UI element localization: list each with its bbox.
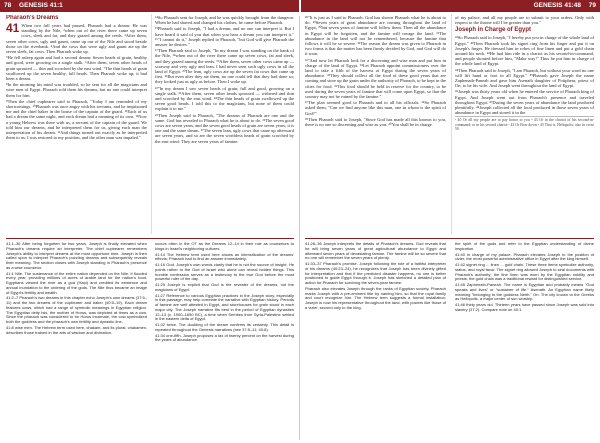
right-text-column-1 bbox=[305, 15, 446, 235]
chapter-number: 41 bbox=[6, 21, 20, 35]
page-number-right: 79 bbox=[588, 2, 596, 9]
study-notes-left-2 bbox=[155, 242, 294, 440]
scripture-paragraph: ⁸In the morning his mind was troubled, so he sent for all the magicians and wise men of Egypt. Pharaoh told them his dreams, but no one could interpret them for him. bbox=[6, 82, 147, 98]
scripture-paragraph: ¹⁴So Pharaoh sent for Joseph, and he was quickly brought from the dungeon. When he had shaved and changed his clothes, he came before Pharaoh. bbox=[155, 15, 294, 26]
right-text-column-2 bbox=[455, 15, 594, 235]
running-head-left: GENESIS 41:1 bbox=[19, 2, 63, 9]
column-gutter-left bbox=[151, 14, 152, 234]
study-notes-left-1 bbox=[6, 242, 147, 440]
study-note: 41:2–7 Pharaoh's two dreams in this chapter echo Joseph's own dreams (37:5–11) and the two dreams of the cupbearer and baker (40:5–19). Each dream features cows, which had a range of symbolic meanings in Egyptian religion. The Egyptian deity Isis, the mother of Horus, was depicted at times as a cow. Since the pharaoh was considered to be Horus incarnate, the cow symbolized both the goddess and the pharaoh's own fertility and dynastic line. bbox=[6, 295, 147, 324]
notes-divider-right bbox=[305, 238, 594, 239]
study-note: 41:16 God. Joseph's own words clarify that he is not the source of insight. He points rather to the God of Israel who alone can reveal hidden things. This humble confession serves as a testimony to the true God before the most powerful ruler of the day. bbox=[155, 262, 294, 282]
scripture-paragraph: ¹⁷Then Pharaoh said to Joseph, "In my dream I was standing on the bank of the Nile, ¹⁸when out of the river there came up seven cows, fat and sleek, and they grazed among the reeds. ¹⁹After them, seven other cows came up — scrawny and very ugly and lean. I had never seen such ugly cows in all the land of Egypt. ²⁰The lean, ugly cows ate up the seven fat cows that came up first. ²¹But even after they ate them, no one could tell that they had done so; they looked just as ugly as before. Then I woke up. bbox=[155, 48, 294, 85]
study-note: 41:28–36 Joseph interprets the details of Pharaoh's dreams. God reveals that he will bring seven years of great agricultural abundance to Egypt and afterward seven years of devastating famine. The famine will be so severe that no one will remember the seven years of plenty. bbox=[305, 242, 446, 261]
study-note: 41:40 in charge of my palace. Pharaoh elevates Joseph to the position of vizier, the most powerful administrative office in Egypt after the king himself. bbox=[455, 251, 594, 262]
study-note: 41:1 Nile. The sustenance of the entire nation depended on the Nile. It flooded every year, providing millions of acres of arable land for the nation's food. Egyptians viewed the river as a god (Hapi) and credited its existence and annual inundation to the ordering of the gods. The Nile thus became an image of Egypt's fertility and wealth. bbox=[6, 270, 147, 295]
study-note: 41:8 wise men. The Hebrew term used here, chakam, and its plural, chakamim, describes those trained in the arts of wisdom and divination. bbox=[6, 324, 147, 335]
scripture-paragraph: ⁴¹So Pharaoh said to Joseph, "I hereby put you in charge of the whole land of Egypt." ⁴²Then Pharaoh took his signet ring from his finger and put it on Joseph's finger. He dressed him in robes of fine linen and put a gold chain around his neck. ⁴³He had him ride in a chariot as his second-in-command, and people shouted before him, "Make way!" Thus he put him in charge of the whole land of Egypt. bbox=[455, 35, 594, 67]
study-note: 41:27 Reference to various Egyptian practices in the Joseph story, especially in this passage, may help correlate the narrative with Egyptian history. Periods of famine are well attested in Egypt, and storehouses for grain stood in each major city. The Joseph narrative fits best in the period of Egyptian dynasties 12–13 (c. 1900–1650 BC), a time when Semites from Syria-Palestine settled in the eastern delta of Egypt. bbox=[155, 292, 294, 322]
study-note: 41:42 signet ring ... linen ... gold chain. These three items symbolize authority, status, and royal favor. The signet ring allowed Joseph to seal documents with Pharaoh's authority; the fine linen was worn by the Egyptian nobility and priests; the gold chain was a traditional reward for distinguished service. bbox=[455, 262, 594, 282]
scripture-paragraph: of my palace, and all my people are to submit to your orders. Only with respect to the throne will I be greater than you." bbox=[455, 15, 594, 26]
scripture-paragraph: ³⁹Then Pharaoh said to Joseph, "Since God has made all this known to you, there is no one so discerning and wise as you. ⁴⁰You shall be in charge bbox=[305, 116, 446, 128]
study-note: 41:32 twice. The doubling of the dream confirms its certainty. This detail is repeated throughout the Genesis narratives (see 37:5–11; 40:8). bbox=[155, 322, 294, 332]
study-note: 41:33–37 Pharaoh's promise. Joseph following the role of a faithful interpreter of his dreams (40:23–24), he recognizes that Joseph has been divinely gifted for interpretation and that if the predicted disaster happens, no one is better positioned to guide Egypt through it. Joseph has sketched a detailed plan of action for Pharaoh for surviving the seven-year famine. bbox=[305, 261, 446, 285]
section-heading: Joseph in Charge of Egypt bbox=[455, 27, 532, 34]
scripture-paragraph: ²⁵Then Joseph said to Pharaoh, "The dreams of Pharaoh are one and the same. God has revealed to Pharaoh what he is about to do. ²⁶The seven good cows are seven years, and the seven good heads of grain are seven years; it is one and the same dream. ²⁷The seven lean, ugly cows that came up afterward are seven years, and so are the seven worthless heads of grain scorched by the east wind: They are seven years of famine. bbox=[155, 112, 294, 144]
running-head-right: GENESIS 41:48 bbox=[533, 2, 581, 9]
scripture-paragraph: ⁵He fell asleep again and had a second dream: Seven heads of grain, healthy and good, were growing on a single stalk. ⁶After them, seven other heads of grain sprouted — thin and scorched by the east wind. ⁷The thin heads of grain swallowed up the seven healthy, full heads. Then Pharaoh woke up; it had been a dream. bbox=[6, 55, 147, 82]
study-note: the spirit of the gods and refer to the Egyptian understanding of divine inspiration. bbox=[455, 242, 594, 251]
scripture-paragraph: ⁴⁶Joseph was thirty years old when he entered the service of Pharaoh king of Egypt. And Joseph went out from Pharaoh's presence and traveled throughout Egypt. ⁴⁷During the seven years of abundance the land produced plentifully. ⁴⁸Joseph collected all the food produced in those seven years of abundance in Egypt and stored it in the bbox=[455, 89, 594, 116]
scripture-paragraph: ²²"In my dream I saw seven heads of grain, full and good, growing on a single stalk. ²³After them, seven other heads sprouted — withered and thin and scorched by the east wind. ²⁴The thin heads of grain swallowed up the seven good heads. I told this to the magicians, but none of them could explain it to me." bbox=[155, 85, 294, 112]
running-header-left bbox=[0, 0, 299, 12]
scripture-paragraph: ²⁸"It is just as I said to Pharaoh: God has shown Pharaoh what he is about to do. ²⁹Seven years of great abundance are coming throughout the land of Egypt, ³⁰but seven years of famine will follow them. Then all the abundance in Egypt will be forgotten, and the famine will ravage the land. ³¹The abundance in the land will not be remembered, because the famine that follows it will be so severe. ³²The reason the dream was given to Pharaoh in two forms is that the matter has been firmly decided by God, and God will do it soon. bbox=[305, 15, 446, 57]
study-note: 41:25 Joseph is explicit that God is the revealer of the dreams, not the magicians of Egypt. bbox=[155, 282, 294, 292]
page-number-left: 78 bbox=[4, 2, 12, 9]
left-text-column-1 bbox=[6, 15, 147, 235]
column-gutter-right bbox=[451, 14, 452, 234]
scripture-paragraph: When two full years had passed, Pharaoh had a dream: He was standing by the Nile, ²when out of the river there came up seven cows, sleek and fat, and they grazed among the reeds. ³After them, seven other cows, ugly and gaunt, came up out of the Nile and stood beside those on the riverbank. ⁴And the cows that were ugly and gaunt ate up the seven sleek, fat cows. Then Pharaoh woke up. bbox=[6, 23, 147, 55]
study-note: 41:14 The Hebrew term used here shows an intensification of the dreams' effects; Pharaoh had to find an answer immediately. bbox=[155, 251, 294, 262]
scripture-paragraph: ¹⁵Pharaoh said to Joseph, "I had a dream, and no one can interpret it. But I have heard it said of you that when you hear a dream you can interpret it." ¹⁶"I cannot do it," Joseph replied to Pharaoh, "but God will give Pharaoh the answer he desires." bbox=[155, 26, 294, 48]
running-header-right bbox=[301, 0, 600, 12]
scripture-paragraph: ³⁷The plan seemed good to Pharaoh and to all his officials. ³⁸So Pharaoh asked them, "Can we find anyone like this man, one in whom is the spirit of God?" bbox=[305, 100, 446, 116]
section-heading: Pharaoh's Dreams bbox=[6, 15, 59, 21]
left-text-column-2 bbox=[155, 15, 294, 235]
study-notes-right-2 bbox=[455, 242, 594, 440]
study-note: Pharaoh also elevates Joseph through the ranks of Egyptian society. Pharaoh marks Joseph with a pre-eminent title by naming him, so that the royal family and court recognize him. The Hebrew term suggests a formal installation; Joseph is now his representative throughout the land, with powers like those of a vizier, second only to the king. bbox=[305, 285, 446, 310]
study-notes-right-1 bbox=[305, 242, 446, 440]
notes-divider-left bbox=[6, 238, 294, 239]
study-note: 41:45 Zaphenath-Paneah. The name is Egyptian and probably means "God speaks and lives" or "sustainer of life." Asenath. An Egyptian name likely meaning "belonging to the goddess Neith." On. The city known to the Greeks as Heliopolis, a major center of sun worship. bbox=[455, 282, 594, 302]
scripture-paragraph: ⁹Then the chief cupbearer said to Pharaoh, "Today I am reminded of my shortcomings. ¹⁰Pharaoh was once angry with his servants, and he imprisoned me and the chief baker in the house of the captain of the guard. ¹¹Each of us had a dream the same night, and each dream had a meaning of its own. ¹²Now a young Hebrew was there with us, a servant of the captain of the guard. We told him our dreams, and he interpreted them for us, giving each man the interpretation of his dream. ¹³And things turned out exactly as he interpreted them to us: I was restored to my position, and the other man was impaled." bbox=[6, 98, 147, 141]
study-note: occurs often in the OT as the Dreams 12–14 in their role as counselors to kings in Israel's neighboring cultures. bbox=[155, 242, 294, 251]
page-divider bbox=[299, 16, 300, 440]
translation-footnotes: ᵃ 40 Or all my people are to pay honor to you ᵇ 43 Or in the chariot of his second-in-command; or in his second chariot ᶜ 43 Or Bow down ᵈ 45 That is, Heliopolis; also in verse 50 bbox=[455, 118, 594, 132]
study-note: 41:1–36 After being forgotten for two years, Joseph is finally elevated when Pharaoh's dreams require an interpreter. The chief cupbearer remembers Joseph's ability to interpret dreams at the most opportune time. Joseph is then called upon to interpret Pharaoh's puzzling dreams and subsequently reveals their meaning. The section closes with Joseph standing in Pharaoh's presence as a wise counselor. bbox=[6, 242, 147, 270]
scripture-paragraph: ³³"And now let Pharaoh look for a discerning and wise man and put him in charge of the land of Egypt. ³⁴Let Pharaoh appoint commissioners over the land to take a fifth of the harvest of Egypt during the seven years of abundance. ³⁵They should collect all the food of these good years that are coming and store up the grain under the authority of Pharaoh, to be kept in the cities for food. ³⁶This food should be held in reserve for the country, to be used during the seven years of famine that will come upon Egypt, so that the country may not be ruined by the famine." bbox=[305, 57, 446, 100]
scripture-paragraph: ⁴⁴Then Pharaoh said to Joseph, "I am Pharaoh, but without your word no one will lift hand or foot in all Egypt." ⁴⁵Pharaoh gave Joseph the name Zaphenath-Paneah and gave him Asenath daughter of Potiphera, priest of On, to be his wife. And Joseph went throughout the land of Egypt. bbox=[455, 67, 594, 89]
study-note: 41:46 thirty years old. Thirteen years have passed since Joseph was sold into slavery (37:2). Compare note on 40:1. bbox=[455, 302, 594, 312]
study-note: 41:34 one-fifth. Joseph proposes a tax of twenty percent on the harvest during the years of abundance. bbox=[155, 332, 294, 343]
